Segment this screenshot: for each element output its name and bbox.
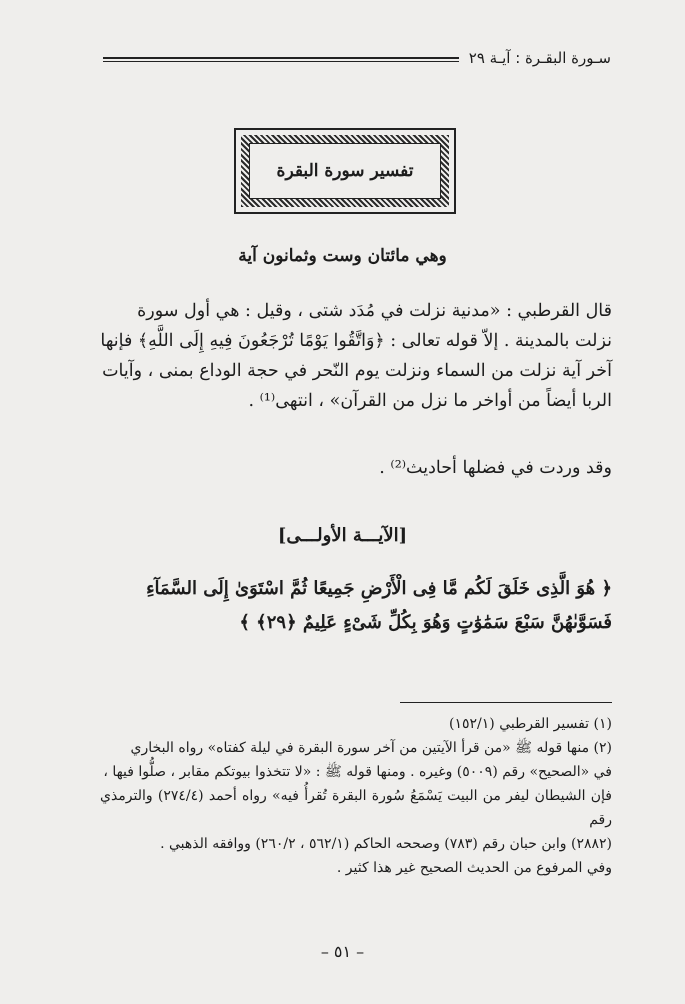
footnote-line: فإن الشيطان ليفر من البيت يَسْمَعُ سُورة البقرة تُقرأُ فيه» رواه أحمد (٢٧٤/٤) والترمذي رقم bbox=[100, 788, 612, 828]
frame-title: تفسير سورة البقرة bbox=[276, 161, 414, 181]
body-line: الربا أيضاً من أواخر ما نزل من القرآن» ، انتهى⁽¹⁾ . bbox=[248, 391, 612, 411]
footnotes bbox=[100, 712, 612, 880]
footnote-line: (١) تفسير القرطبي (١٥٢/١) bbox=[449, 716, 612, 732]
body-line: نزلت بالمدينة . إلاّ قوله تعالى : ﴿وَاتَّقُوا يَوْمًا تُرْجَعُونَ فِيهِ إِلَى اللَّهِ﴾ فإنها bbox=[100, 331, 612, 351]
running-header bbox=[103, 42, 611, 68]
body-line: وقد وردت في فضلها أحاديث⁽²⁾ . bbox=[379, 458, 612, 478]
header-title: سـورة البقـرة : آيـة ٢٩ bbox=[468, 49, 611, 67]
verse-count-heading: وهي مائتان وست وثمانون آية bbox=[238, 246, 447, 266]
footnote-line: وفي المرفوع من الحديث الصحيح غير هذا كثير . bbox=[336, 860, 612, 876]
footnote-line: (٢) منها قوله ﷺ «من قرأ الآيتين من آخر سورة البقرة في ليلة كفتاه» رواه البخاري bbox=[130, 740, 612, 756]
ornament-border bbox=[241, 135, 449, 207]
footnote-line: في «الصحيح» رقم (٥٠٠٩) وغيره . ومنها قوله ﷺ : «لا تتخذوا بيوتكم مقابر ، صلُّوا فيها ، bbox=[103, 764, 612, 780]
footnote-line: (٢٨٨٢) وابن حبان رقم (٧٨٣) وصححه الحاكم (٥٦٢/١ ، ٢٦٠/٢) ووافقه الذهبي . bbox=[160, 836, 612, 852]
verse-line: ﴿ هُوَ الَّذِى خَلَقَ لَكُم مَّا فِى الْأَرْضِ جَمِيعًا ثُمَّ اسْتَوَىٰ إِلَى السَّمَآءِ bbox=[146, 578, 612, 599]
page-number: – ٥١ – bbox=[320, 942, 365, 961]
body-line: قال القرطبي : «مدنية نزلت في مُدَد شتى ، وقيل : هي أول سورة bbox=[137, 301, 612, 321]
body-paragraph-2 bbox=[100, 453, 612, 483]
section-heading: [الآيـــة الأولـــى] bbox=[277, 525, 408, 546]
verse-line: فَسَوَّىٰهُنَّ سَبْعَ سَمَٰوَٰتٍ وَهُوَ بِكُلِّ شَىْءٍ عَلِيمٌ ﴿٢٩﴾ ﴾ bbox=[239, 612, 612, 633]
quran-verse bbox=[100, 572, 612, 640]
body-paragraph-1 bbox=[100, 296, 612, 416]
body-line: آخر آية نزلت من السماء ونزلت يوم النّحر في حجة الوداع بمنى ، وآيات bbox=[102, 361, 612, 381]
header-double-rule bbox=[103, 57, 459, 62]
ornamental-title-frame bbox=[234, 128, 456, 214]
footnote-separator bbox=[400, 702, 612, 703]
